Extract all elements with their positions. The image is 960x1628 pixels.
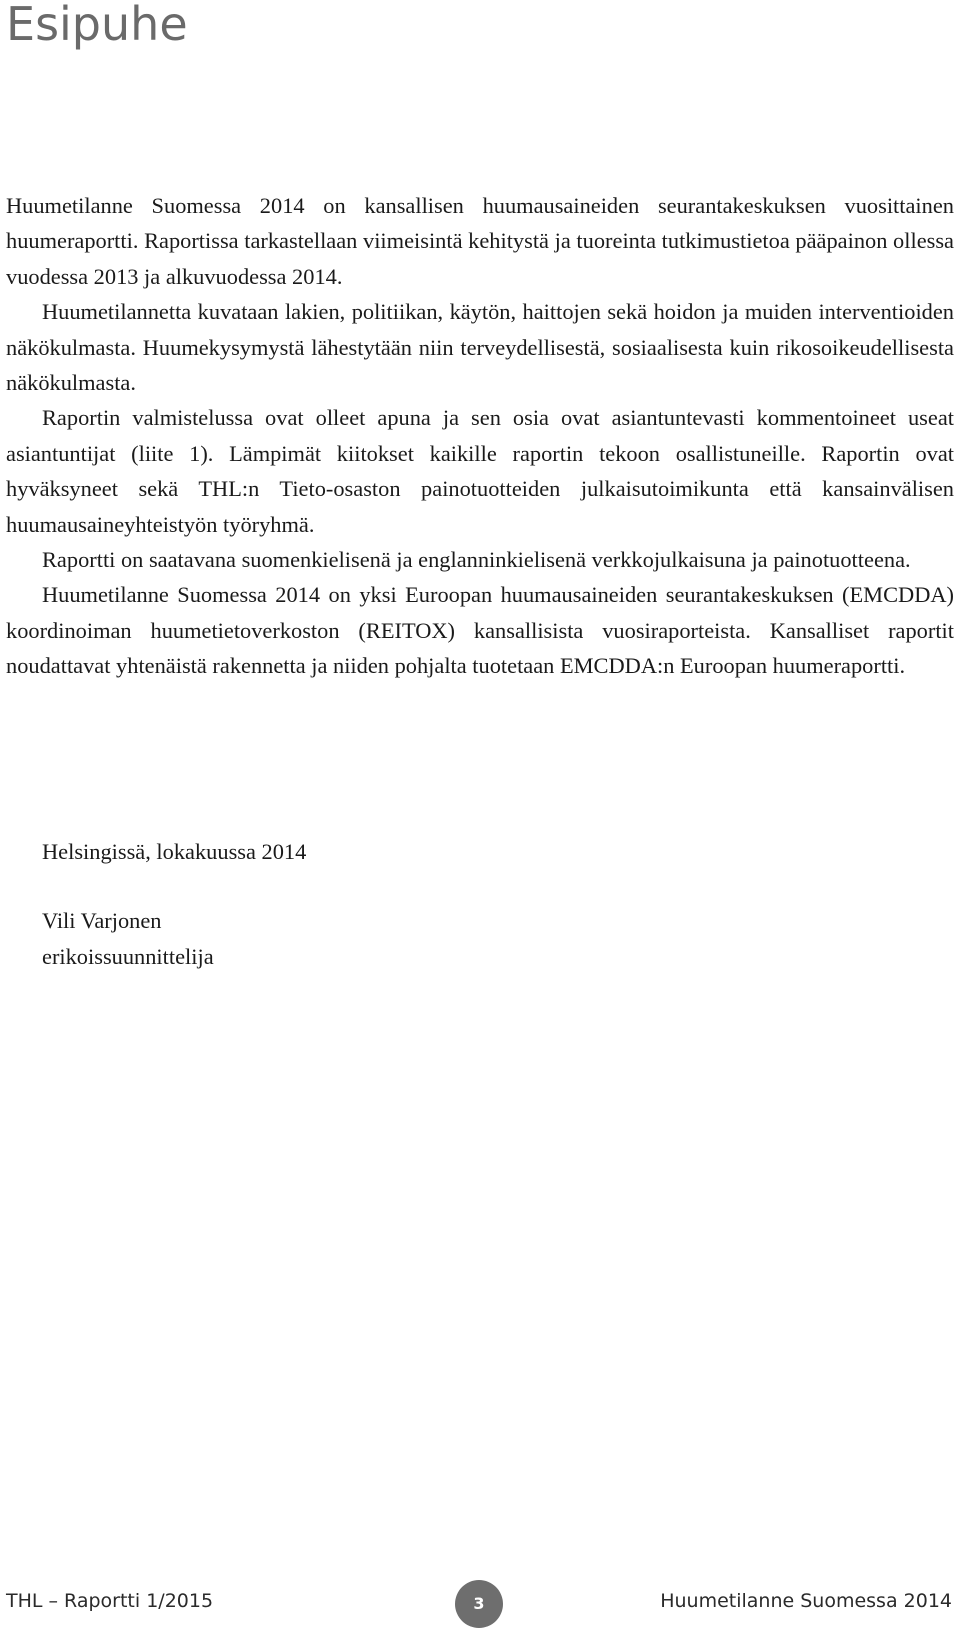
page-footer bbox=[0, 1580, 960, 1628]
signature-block bbox=[42, 834, 306, 974]
signature-role: erikoissuunnittelija bbox=[42, 943, 214, 969]
signature-place-date: Helsingissä, lokakuussa 2014 bbox=[42, 839, 307, 864]
signature-name: Vili Varjonen bbox=[42, 908, 162, 934]
paragraph-1: Huumetilanne Suomessa 2014 on kansallisen huumausaineiden seurantakeskuksen vuosittainen huumeraportti. Raportissa tarkastellaan viimeisintä kehitystä ja tuoreinta tutkimustietoa pääpainon ollessa vuodessa 2013 ja alkuvuodessa 2014. bbox=[6, 193, 954, 289]
preface-body bbox=[6, 188, 954, 684]
paragraph-4: Raportti on saatavana suomenkielisenä ja englanninkielisenä verkkojulkaisuna ja painotuotteena. bbox=[42, 547, 911, 573]
footer-report-id: THL – Raportti 1/2015 bbox=[6, 1590, 214, 1612]
paragraph-5: Huumetilanne Suomessa 2014 on yksi Euroopan huumausaineiden seurantakeskuksen (EMCDDA) koordinoiman huumetietoverkoston (REITOX) kansallisista vuosiraporteista. Kansalliset raportit noudattavat yhtenäistä rakennetta ja niiden pohjalta tuotetaan EMCDDA:n Euroopan huumeraportti. bbox=[6, 582, 954, 679]
footer-publication-title: Huumetilanne Suomessa 2014 bbox=[660, 1590, 952, 1612]
page-title: Esipuhe bbox=[6, 0, 188, 51]
page-number-badge: 3 bbox=[455, 1580, 503, 1628]
paragraph-3: Raportin valmistelussa ovat olleet apuna ja sen osia ovat asiantuntevasti kommentoineet useat asiantuntijat (liite 1). Lämpimät kiitokset kaikille raportin tekoon osallistuneille. Raportin ovat hyväksyneet sekä THL:n Tieto-osaston painotuotteiden julkaisutoimikunta että kansainvälisen huumausaineyhteistyön työryhmä. bbox=[6, 405, 954, 537]
paragraph-2: Huumetilannetta kuvataan lakien, politiikan, käytön, haittojen sekä hoidon ja muiden interventioiden näkökulmasta. Huumekysymystä lähestytään niin terveydellisestä, sosiaalisesta kuin rikosoikeudellisesta näkökulmasta. bbox=[6, 299, 954, 396]
